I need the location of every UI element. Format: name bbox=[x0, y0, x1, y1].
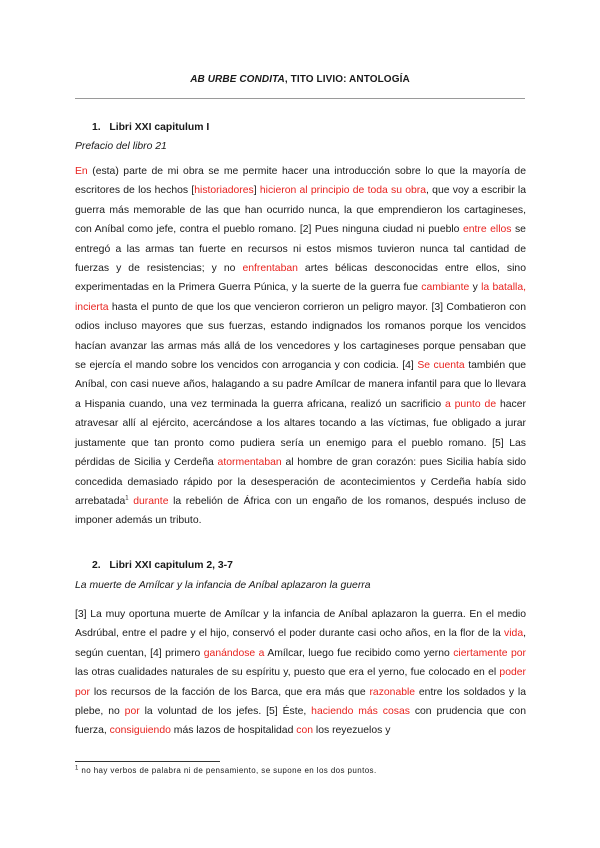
footnote-text: no hay verbos de palabra ni de pensamiento, se supone en los dos puntos. bbox=[81, 766, 377, 775]
highlighted-phrase: ganándose a bbox=[203, 647, 265, 659]
highlighted-phrase: entre ellos bbox=[462, 224, 512, 236]
highlighted-phrase: Se cuenta bbox=[417, 360, 465, 372]
highlighted-phrase: vida bbox=[504, 628, 524, 640]
text-run: con prudencia que con fuerza, bbox=[75, 706, 526, 737]
text-run: , que voy a escribir la guerra más memorable de las que han ocurrido nunca, la que emprendieron los cartagineses, con Aníbal como jefe, contra el pueblo romano. [2] Pues ninguna ciudad ni pueblo bbox=[75, 185, 526, 236]
highlighted-phrase: haciendo más cosas bbox=[311, 706, 410, 718]
highlighted-phrase: historiadores bbox=[194, 185, 254, 197]
section-2-paragraph bbox=[75, 605, 526, 741]
text-run: las otras cualidades naturales de su espíritu y, puesto que era el yerno, fue colocado en el bbox=[75, 667, 500, 679]
section-2-title: Libri XXI capitulum 2, 3-7 bbox=[109, 560, 233, 571]
footnote-mark: 1 bbox=[75, 765, 79, 772]
highlighted-phrase: durante bbox=[133, 495, 169, 507]
highlighted-phrase: por bbox=[124, 706, 140, 718]
section-1-number: 1. bbox=[92, 122, 101, 133]
text-run: la rebelión de África con un engaño de los romanos, después incluso de imponer además un tributo. bbox=[75, 495, 527, 527]
section-1-paragraph bbox=[75, 162, 526, 531]
text-run: los reyezuelos y bbox=[313, 725, 391, 737]
footnote-divider bbox=[75, 761, 220, 762]
section-2-subtitle: La muerte de Amílcar y la infancia de Aníbal aplazaron la guerra bbox=[75, 580, 371, 591]
text-run: hasta el punto de que los que vencieron corrieron un peligro mayor. [3] Combatieron con odios incluso mayores que sus fuerzas, estando indignados los romanos porque los vencidos hacían avanzar las armas más allá de los vencedores y los cartagineses porque pensaban que se ejercía el mando sobre los vencidos con arrogancia y con codicia. [4] bbox=[75, 301, 526, 372]
highlighted-phrase: hicieron al principio de toda su obra bbox=[259, 185, 427, 197]
page-header bbox=[75, 74, 525, 85]
highlighted-phrase: con bbox=[296, 725, 314, 737]
highlighted-phrase: ciertamente por bbox=[453, 647, 526, 659]
section-2-heading bbox=[92, 560, 233, 571]
text-run: (esta) parte de mi obra se me permite hacer una introducción sobre lo que la mayoría de escritores de los hechos [ bbox=[75, 166, 526, 197]
text-run: más lazos de hospitalidad bbox=[170, 725, 297, 737]
section-2-number: 2. bbox=[92, 560, 101, 571]
text-run: , según cuentan, [4] primero bbox=[75, 628, 526, 659]
text-run: también que Aníbal, con casi nueve años, halagando a su padre Amílcar de manera infantil para que lo llevara a Hispania cuando, una vez terminada la guerra africana, realizó un sacrificio bbox=[75, 360, 527, 410]
text-run: al hombre de gran corazón: pues Sicilia había sido concedida demasiado rápido por la desesperación de acontecimientos y Cerdeña había sido arrebatada bbox=[75, 457, 526, 507]
text-run: los recursos de la facción de los Barca, que era más que bbox=[90, 686, 370, 698]
text-run: [3] La muy oportuna muerte de Amílcar y la infancia de Aníbal aplazaron la guerra. En el medio Asdrúbal, entre el padre y el hijo, conservó el poder durante casi ocho años, en la flor de la bbox=[75, 609, 526, 640]
text-run: artes bélicas desconocidas entre ellos, sino experimentadas en la Primera Guerra Púnica, y la suerte de la guerra fue bbox=[75, 263, 526, 294]
footnote-reference: 1 bbox=[125, 495, 129, 502]
highlighted-phrase: cambiante bbox=[421, 282, 470, 294]
highlighted-phrase: razonable bbox=[369, 686, 416, 698]
highlighted-phrase: atormentaban bbox=[217, 457, 282, 469]
highlighted-phrase: enfrentaban bbox=[242, 263, 298, 275]
highlighted-phrase: por bbox=[75, 686, 91, 698]
highlighted-phrase: a punto de bbox=[445, 398, 497, 410]
section-1-title: Libri XXI capitulum I bbox=[109, 122, 210, 133]
section-1-subtitle: Prefacio del libro 21 bbox=[75, 141, 167, 152]
header-title-italic: AB URBE CONDITA bbox=[190, 74, 285, 85]
text-run: se entregó a las armas tan fuerte en recursos ni estos mismos tuvieron nunca tal cantidad de fuerzas y de resistencias; y no bbox=[75, 224, 526, 275]
highlighted-phrase: consiguiendo bbox=[109, 725, 171, 737]
text-run: y bbox=[469, 282, 482, 294]
text-run: ] bbox=[253, 185, 260, 197]
text-run: hacer atravesar allí al ejército, acercándose a los altares tocando a las víctimas, fue obligado a jurar justamente que tan pronto como pudiera sería un enemigo para el pueblo romano. [5] Las pérdidas de Sicilia y Cerdeña bbox=[75, 398, 526, 469]
text-run: la voluntad de los jefes. [5] Éste, bbox=[139, 706, 312, 718]
highlighted-phrase: poder bbox=[499, 667, 526, 679]
section-1-heading bbox=[92, 122, 209, 133]
text-run: Amílcar, luego fue recibido como yerno bbox=[264, 647, 454, 659]
highlighted-phrase: En bbox=[75, 166, 88, 177]
header-divider bbox=[75, 98, 525, 99]
header-title-rest: , TITO LIVIO: ANTOLOGÍA bbox=[284, 74, 410, 85]
highlighted-phrase: la batalla, incierta bbox=[75, 282, 526, 313]
text-run: entre los soldados y la plebe, no bbox=[75, 686, 526, 718]
footnote bbox=[75, 766, 525, 775]
